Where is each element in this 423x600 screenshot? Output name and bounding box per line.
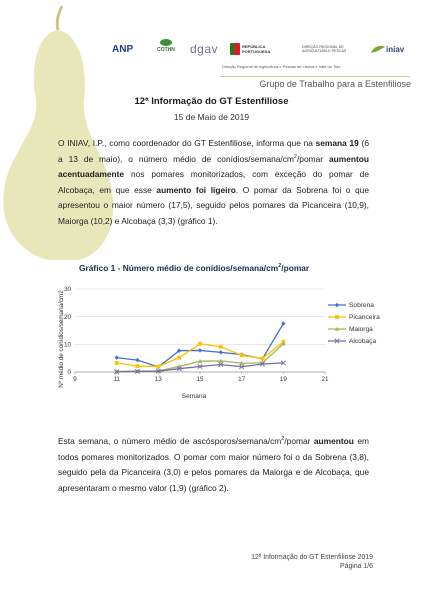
data-point-picanceira bbox=[177, 356, 181, 360]
p1-bold-slight: aumento foi ligeiro bbox=[156, 184, 236, 195]
rp-line1: REPÚBLICA bbox=[242, 44, 266, 49]
data-point-picanceira bbox=[240, 354, 244, 358]
p1-bold-week: semana 19 bbox=[315, 138, 359, 148]
x-tick-label: 19 bbox=[279, 376, 287, 383]
chart-legend bbox=[328, 299, 380, 347]
chart-title-sup: 2 bbox=[278, 263, 282, 270]
p1-text-d: /pomar bbox=[296, 153, 329, 164]
legend-label-maiorga: Maiorga bbox=[349, 325, 373, 333]
p2-text-b: /pomar bbox=[284, 436, 314, 446]
x-tick-label: 21 bbox=[321, 376, 329, 383]
p2-text-a: Esta semana, o número médio de ascósporos/semana/cm bbox=[58, 436, 282, 446]
legend-marker-picanceira bbox=[335, 315, 339, 319]
legend-marker-sobrena bbox=[335, 303, 339, 307]
p1-sup: 2 bbox=[293, 153, 297, 160]
dr-logo-text: DIREÇÃO REGIONAL DE AGRICULTURA E PESCAS bbox=[302, 44, 347, 53]
x-tick-label: 17 bbox=[238, 376, 246, 383]
data-point-sobrena bbox=[135, 358, 139, 362]
p1-text-f: nos pomares monitorizados, com exceção do pomar de Alcobaça, em que esse bbox=[58, 169, 369, 195]
data-point-picanceira bbox=[261, 357, 265, 361]
legend-item-sobrena bbox=[328, 299, 380, 311]
cothn-logo bbox=[152, 38, 180, 60]
y-tick-label: 0 bbox=[67, 369, 71, 377]
x-tick-label: 11 bbox=[113, 376, 120, 383]
legend-swatch-maiorga bbox=[328, 325, 346, 333]
data-point-picanceira bbox=[198, 342, 202, 346]
x-tick-label: 15 bbox=[196, 376, 204, 383]
p2-bold-increased: aumentou bbox=[313, 436, 354, 446]
portugal-flag-icon bbox=[230, 43, 240, 55]
y-axis-label: Nº médio de conídios/semana/cm2 bbox=[58, 290, 65, 388]
legend-label-sobrena: Sobrena bbox=[349, 301, 374, 309]
page-footer bbox=[251, 553, 373, 571]
legend-swatch-alcobaca bbox=[328, 337, 346, 345]
p1-text-a: O INIAV, I.P., como coordenador do GT Estenfiliose, informa que na bbox=[58, 138, 316, 148]
legend-item-picanceira bbox=[328, 311, 380, 323]
header-divider bbox=[220, 76, 410, 77]
dr-logo bbox=[302, 38, 368, 60]
legend-swatch-sobrena bbox=[328, 301, 346, 309]
data-point-sobrena bbox=[198, 348, 202, 352]
iniav-leaf-icon bbox=[370, 44, 386, 54]
legend-label-picanceira: Picanceira bbox=[349, 313, 380, 321]
document-date: 15 de Maio de 2019 bbox=[173, 112, 250, 122]
p2-sup: 2 bbox=[281, 436, 285, 443]
p1-text-c: (6 a 13 de maio), o número médio de conídios/semana/cm bbox=[58, 138, 369, 164]
cothn-logo-text: COTHN bbox=[157, 47, 175, 53]
legend-item-alcobaca bbox=[328, 335, 380, 347]
republica-portuguesa-logo bbox=[230, 38, 300, 60]
iniav-logo bbox=[370, 38, 410, 60]
anp-logo-text: ANP bbox=[112, 43, 134, 55]
data-point-picanceira bbox=[219, 345, 223, 349]
x-axis-label: Semana bbox=[181, 393, 207, 400]
dgav-logo bbox=[190, 38, 220, 60]
x-tick-label: 13 bbox=[154, 376, 162, 383]
data-point-picanceira bbox=[115, 361, 119, 365]
footer-page-number: Página 1/6 bbox=[340, 563, 373, 570]
x-tick-label: 9 bbox=[73, 376, 77, 383]
data-point-sobrena bbox=[114, 355, 118, 359]
chart-title bbox=[79, 263, 309, 273]
y-tick-label: 10 bbox=[63, 341, 71, 349]
paragraph-2 bbox=[58, 434, 369, 496]
legend-swatch-picanceira bbox=[328, 313, 346, 321]
p1-bold-increase: aumentou acentuadamente bbox=[58, 153, 369, 180]
p2-text-d: em todos pomares monitorizados. O pomar com maior número foi o da Sobrena (3,8), seguido pela da Picanceira (3,0) e pelos pomares da Maiorga e de Alcobaça, que apresentaram o mesmo valor (1,9) (gráfico 2). bbox=[58, 436, 369, 493]
iniav-logo-text: iniav bbox=[386, 44, 405, 54]
cothn-leaf-icon bbox=[159, 38, 173, 47]
footer-title: 12ª Informação do GT Estenfiliose 2019 bbox=[251, 554, 373, 561]
chart-title-text-b: /pomar bbox=[281, 263, 310, 273]
paragraph-1 bbox=[58, 136, 369, 230]
dgav-logo-text: dgav bbox=[190, 42, 219, 56]
data-point-picanceira bbox=[156, 365, 160, 369]
y-tick-label: 20 bbox=[63, 313, 71, 321]
series-maiorga bbox=[114, 342, 285, 374]
group-name: Grupo de Trabalho para a Estenfiliose bbox=[259, 79, 411, 89]
y-tick-label: 30 bbox=[63, 286, 71, 294]
logos-bar bbox=[112, 34, 412, 68]
data-point-picanceira bbox=[136, 364, 140, 368]
p1-text-h: . O pomar da Sobrena foi o que apresentou o maior número (17,5), seguido pelos pomares da Picanceira (10,9), Maiorga (10,2) e Alcobaça (3,3) (gráfico 1). bbox=[58, 184, 369, 226]
data-point-sobrena bbox=[219, 350, 223, 354]
document-title: 12ª Informação do GT Estenfiliose bbox=[134, 96, 289, 107]
rp-line2: PORTUGUESA bbox=[242, 49, 271, 54]
legend-item-maiorga bbox=[328, 323, 380, 335]
series-line-alcobaca bbox=[117, 363, 284, 372]
legend-label-alcobaca: Alcobaça bbox=[349, 337, 377, 345]
chart-title-text-a: Gráfico 1 - Número médio de conídios/semana/cm bbox=[79, 263, 279, 273]
logos-subtitle: Direção Regional de Agricultura e Pescas de Lisboa e Vale do Tejo bbox=[222, 64, 341, 69]
anp-logo bbox=[112, 38, 146, 60]
